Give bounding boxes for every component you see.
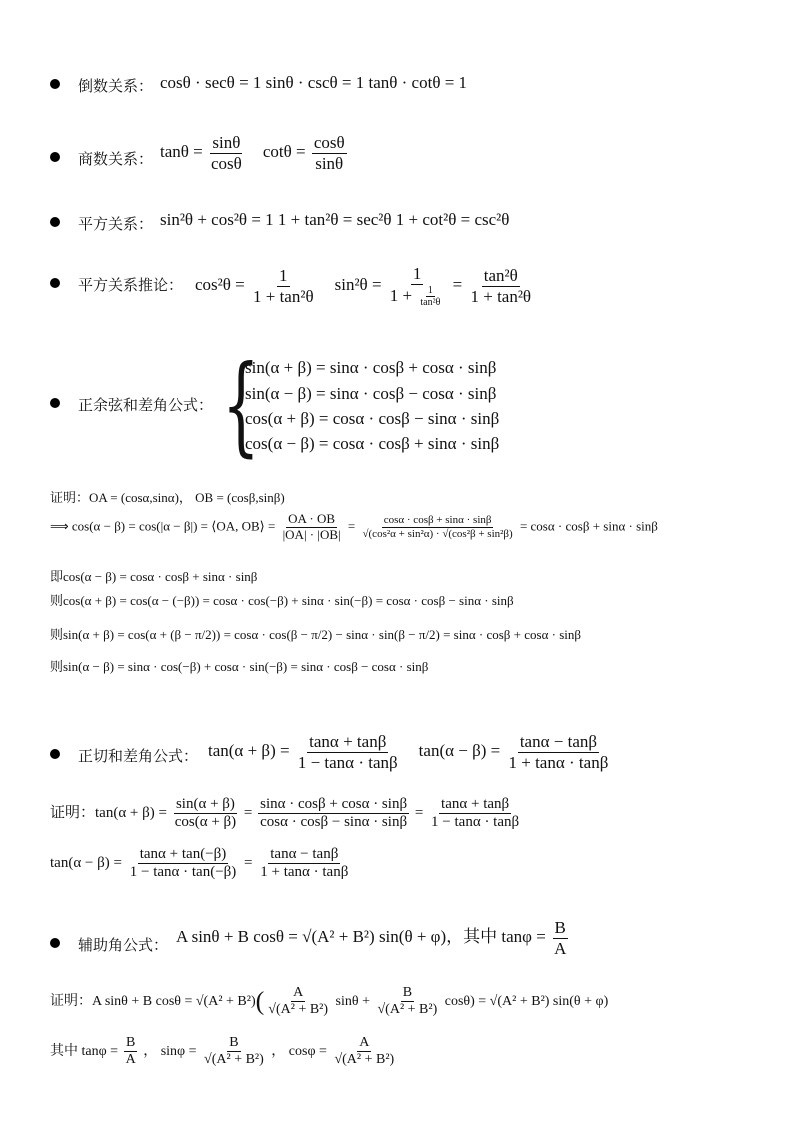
sincos-line-3: cos(α + β) = cosα · cosβ − sinα · sinβ — [245, 409, 500, 428]
bullet — [50, 749, 60, 759]
proof2-line-2: tan(α − β) = $\frac{\tan\alpha + \tan(-\beta)}{1 - \tan\alpha \cdot \tan(-\beta)}$ = $\frac{\tan\alpha - \tan\beta}{1 + \tan\alpha \cdot \tan\beta}$ — [50, 846, 349, 881]
square-formulas: sin²θ + cos²θ = 1 1 + tan²θ = sec²θ 1 + cot²θ = csc²θ — [160, 210, 510, 229]
tan-sum-formulas: tan(α + β) = $\frac{\tan\alpha + \tan\beta}{1 - \tan\alpha \cdot \tan\beta}$ tan(α − β) = $\frac{\tan\alpha - \tan\beta}{1 + \tan\alpha \cdot \tan\beta}$ — [208, 732, 609, 772]
square-label: 平方关系： — [78, 215, 154, 233]
proof1-line-3: 即cos(α − β) = cosα · cosβ + sinα · sinβ — [50, 569, 258, 584]
proof3-line-2: 其中 tanφ = $\frac{B}{A}$ ， sinφ = $\frac{B}{\text{√(A² + B²)}}$ ， cosφ = $\frac{A}{\text{√(A² + B²)}}$ — [50, 1035, 395, 1068]
quotient-formulas: tanθ = $\frac{\sin\theta}{\cos\theta}$ cotθ = $\frac{\cos\theta}{\sin\theta}$ — [160, 133, 345, 173]
sincos-line-2: sin(α − β) = sinα · cosβ − cosα · sinβ — [245, 384, 497, 403]
proof1-line-4: 则cos(α + β) = cos(α − (−β)) = cosα · cos(−β) + sinα · sin(−β) = cosα · cosβ − sinα · sinβ — [50, 593, 514, 608]
bullet — [50, 79, 60, 89]
reciprocal-formulas: cosθ · secθ = 1 sinθ · cscθ = 1 tanθ · cotθ = 1 — [160, 73, 468, 92]
tan-sum-label: 正切和差角公式： — [78, 747, 199, 765]
bullet — [50, 278, 60, 288]
aux-angle-label: 辅助角公式： — [78, 936, 169, 954]
square-corollary-formulas: cos²θ = $\frac{1}{\text{1 + tan²θ}}$ sin²θ = 1 1 + $\frac{1}{\text{tan²θ}}$ = $\frac{\text{tan²θ}}{\text{1 + tan²θ}}$ — [195, 264, 532, 309]
proof1-line-6: 则sin(α − β) = sinα · cos(−β) + cosα · sin(−β) = sinα · cosβ − cosα · sinβ — [50, 659, 429, 674]
sincos-line-4: cos(α − β) = cosα · cosβ + sinα · sinβ — [245, 434, 500, 453]
proof1-line-5: 则sin(α + β) = cos(α + (β − π/2)) = cosα · cos(β − π/2) − sinα · sin(β − π/2) = sinα · cosβ + cosα · sinβ — [50, 627, 582, 642]
sum-diff-sincos-label: 正余弦和差角公式： — [78, 396, 214, 414]
reciprocal-label: 倒数关系： — [78, 77, 154, 95]
proof2-line-1: 证明：tan(α + β) = $\frac{\sin(\alpha + \beta)}{\cos(\alpha + \beta)}$ = $\frac{\sin\alpha \cdot \cos\beta + \cos\alpha \cdot \sin\beta}{\cos\alpha \cdot \cos\beta - \sin\alpha \cdot \sin\beta}$ = $\frac{\tan\alpha + \tan\beta}{1 - \tan\alpha \cdot \tan\beta}$ — [50, 796, 520, 831]
square-corollary-label: 平方关系推论： — [78, 276, 184, 294]
proof1-line-2: ⟹ cos(α − β) = cos(|α − β|) = ⟨OA, OB⟩ = $\frac{OA \cdot OB}{|OA| \cdot |OB|}$ = $\frac{\cos\alpha \cdot \cos\beta + \sin\alpha \cdot \sin\beta}{\text{√(cos²α + sin²α) · √(cos²β + sin²β)}}$ = cosα · cosβ + sinα · sinβ — [50, 511, 658, 542]
left-brace: { — [222, 343, 260, 468]
proof1-line-1: 证明：OA = (cosα,sinα)， OB = (cosβ,sinβ) — [50, 490, 285, 505]
quotient-label: 商数关系： — [78, 150, 154, 168]
bullet — [50, 152, 60, 162]
proof3-line-1: 证明：A sinθ + B cosθ = √(A² + B²)( $\frac{A}{\text{√(A² + B²)}}$ sinθ + $\frac{B}{\text{√(A² + B²)}}$ cosθ) = √(A² + B²) sin(θ + φ) — [50, 985, 609, 1018]
sincos-line-1: sin(α + β) = sinα · cosβ + cosα · sinβ — [245, 358, 497, 377]
bullet — [50, 938, 60, 948]
bullet — [50, 217, 60, 227]
aux-angle-formula: A sinθ + B cosθ = √(A² + B²) sin(θ + φ)，其中 tanφ = $\frac{B}{A}$ — [176, 918, 567, 958]
bullet — [50, 398, 60, 408]
